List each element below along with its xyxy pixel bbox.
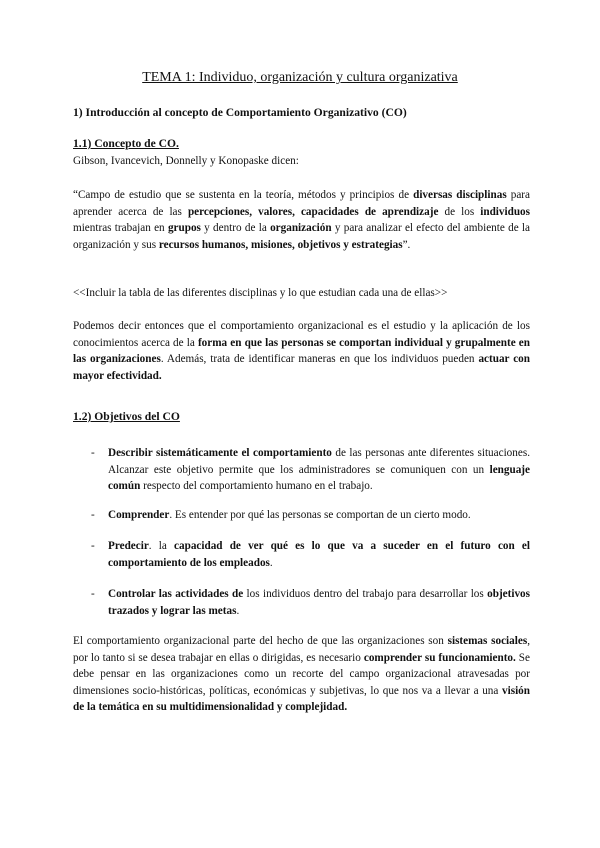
list-dash: - <box>91 540 95 552</box>
table-note: <<Incluir la tabla de las diferentes disciplinas y lo que estudian cada una de ellas>> <box>73 287 448 299</box>
subsection-heading-objetivos: 1.2) Objetivos del CO <box>73 410 180 423</box>
objective-item-comprender: Comprender. Es entender por qué las personas se comportan de un cierto modo. <box>108 509 471 521</box>
list-dash: - <box>91 588 95 600</box>
closing-paragraph: El comportamiento organizacional parte del hecho de que las organizaciones son sistemas sociales, por lo tanto si se desea trabajar en ellas o dirigidas, es necesario comprender su funcionamiento. Se debe pensar en las organizaciones como un recorte del campo organizacional atravesadas por dimensiones socio-históricas, políticas, económicas y subjetivas, lo que nos va a llevar a una visión de la temática en su multidimensionalidad y complejidad. <box>73 635 530 714</box>
objective-item-predecir: Predecir. la capacidad de ver qué es lo que va a suceder en el futuro con el comportamiento de los empleados. <box>108 540 530 569</box>
definition-quote: “Campo de estudio que se sustenta en la teoría, métodos y principios de diversas disciplinas para aprender acerca de las percepciones, valores, capacidades de aprendizaje de los individuos mientras trabajan en grupos y dentro de la organización y para analizar el efecto del ambiente de la organización y sus recursos humanos, misiones, objetivos y estrategias”. <box>73 189 531 251</box>
list-dash: - <box>91 509 95 521</box>
authors-intro: Gibson, Ivancevich, Donnelly y Konopaske dicen: <box>73 155 299 167</box>
section-heading-intro: 1) Introducción al concepto de Comportamiento Organizativo (CO) <box>73 106 407 119</box>
objective-item-controlar: Controlar las actividades de los individuos dentro del trabajo para desarrollar los objetivos trazados y lograr las metas. <box>108 588 531 617</box>
list-dash: - <box>91 447 95 459</box>
definition-paragraph: Podemos decir entonces que el comportamiento organizacional es el estudio y la aplicación de los conocimientos acerca de la forma en que las personas se comportan individual y grupalmente en las organizaciones. Además, trata de identificar maneras en que los individuos pueden actuar con mayor efectividad. <box>73 320 530 382</box>
subsection-heading-concepto: 1.1) Concepto de CO. <box>73 137 179 150</box>
page-title: TEMA 1: Individuo, organización y cultura organizativa <box>142 70 458 85</box>
objective-item-describir: Describir sistemáticamente el comportamiento de las personas ante diferentes situaciones. Alcanzar este objetivo permite que los administradores se comuniquen con un lenguaje común respecto del comportamiento humano en el trabajo. <box>108 447 530 493</box>
